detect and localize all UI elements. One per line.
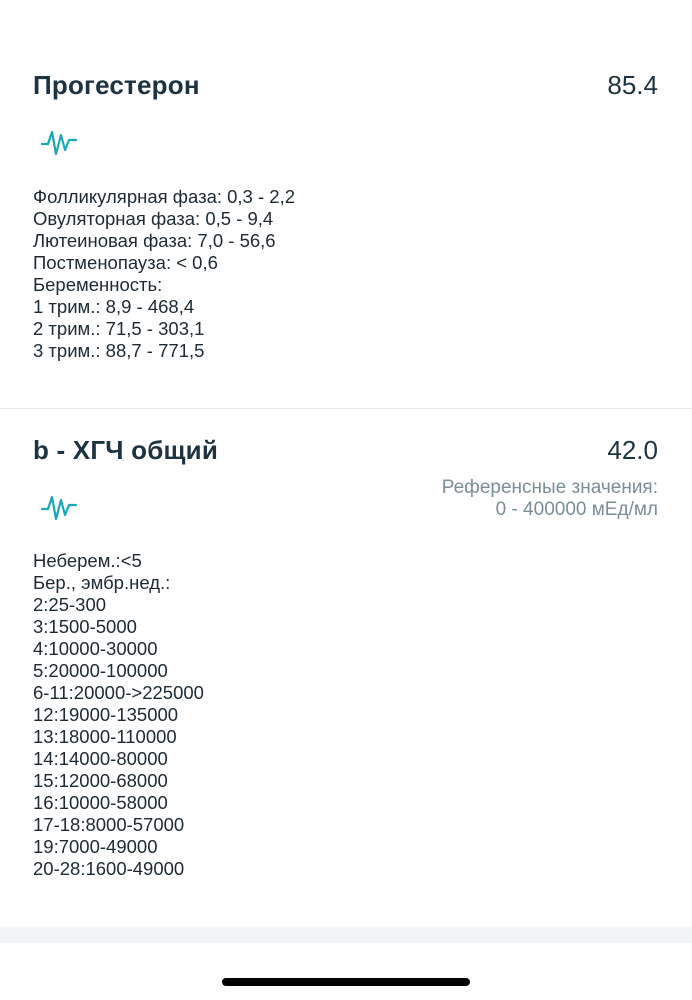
test-name: b - ХГЧ общий: [33, 435, 219, 465]
reference-label: Референсные значения:: [441, 477, 658, 498]
range-line: 13:18000-110000: [33, 726, 177, 747]
test-name: Прогестерон: [33, 70, 200, 100]
pulse-icon[interactable]: [40, 491, 78, 525]
reference-ranges-list: [33, 186, 295, 362]
reference-ranges-list: [33, 550, 204, 880]
pulse-icon[interactable]: [40, 126, 78, 160]
reference-value: 0 - 400000 мЕд/мл: [495, 499, 658, 520]
range-line: Постменопауза: < 0,6: [33, 252, 218, 273]
range-line: 1 трим.: 8,9 - 468,4: [33, 296, 195, 317]
result-card-hcg[interactable]: [0, 409, 692, 927]
range-line: 2 трим.: 71,5 - 303,1: [33, 318, 205, 339]
range-line: 4:10000-30000: [33, 638, 158, 659]
home-indicator[interactable]: [222, 978, 470, 986]
range-line: 3:1500-5000: [33, 616, 137, 637]
range-line: Фолликулярная фаза: 0,3 - 2,2: [33, 186, 296, 207]
range-line: 19:7000-49000: [33, 836, 158, 857]
range-line: Овуляторная фаза: 0,5 - 9,4: [33, 208, 274, 229]
range-line: 17-18:8000-57000: [33, 814, 185, 835]
test-value: 85.4: [607, 70, 658, 100]
next-card-edge: [0, 927, 692, 943]
range-line: 2:25-300: [33, 594, 107, 615]
result-card-progesterone[interactable]: [0, 0, 692, 408]
reference-values: [442, 477, 658, 521]
range-line: 16:10000-58000: [33, 792, 168, 813]
range-line: 12:19000-135000: [33, 704, 179, 725]
range-line: 5:20000-100000: [33, 660, 168, 681]
test-value: 42.0: [607, 435, 658, 465]
range-line: 14:14000-80000: [33, 748, 168, 769]
range-line: 6-11:20000->225000: [33, 682, 204, 703]
range-line: 3 трим.: 88,7 - 771,5: [33, 340, 205, 361]
range-line: Лютеиновая фаза: 7,0 - 56,6: [33, 230, 276, 251]
range-line: Беременность:: [33, 274, 163, 295]
range-line: Бер., эмбр.нед.:: [33, 572, 171, 593]
range-line: 20-28:1600-49000: [33, 858, 185, 879]
range-line: 15:12000-68000: [33, 770, 168, 791]
range-line: Неберем.:<5: [33, 550, 142, 571]
